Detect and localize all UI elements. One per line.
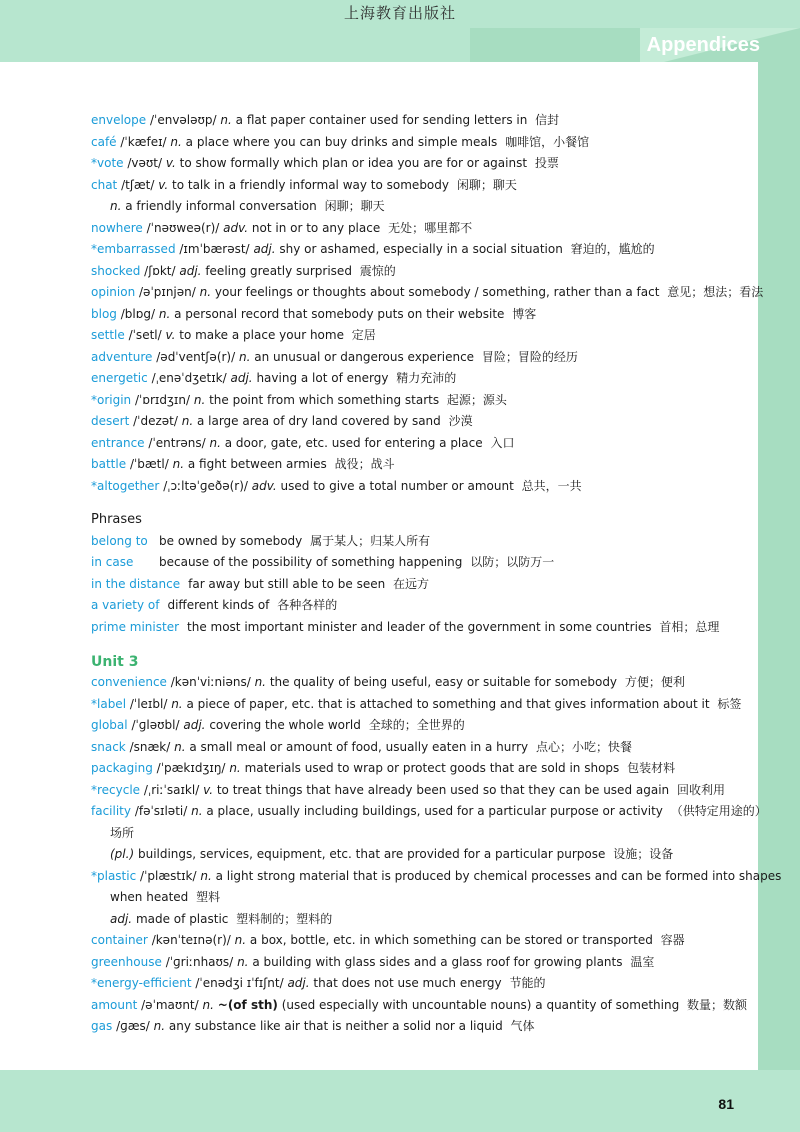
part-of-speech: adv.: [251, 478, 277, 493]
part-of-speech: adj.: [179, 263, 202, 278]
phonetic: /snæk/: [129, 739, 171, 754]
part-of-speech: n.: [199, 285, 212, 299]
phonetic: /ɪmˈbærəst/: [179, 242, 250, 256]
phonetic: /ˈɡriːnhaʊs/: [165, 954, 234, 969]
definition: a flat paper container used for sending letters in: [235, 113, 528, 127]
vocab-entry: [91, 930, 741, 952]
part-of-speech: adj.: [287, 976, 310, 990]
phonetic: /ˌenəˈdʒetɪk/: [151, 371, 227, 385]
phonetic: /əˈpɪnjən/: [139, 285, 196, 299]
definition: used to give a total number or amount: [280, 478, 514, 493]
phrase: a variety of: [91, 598, 160, 612]
definition: a building with glass sides and a glass roof for growing plants: [252, 954, 623, 969]
translation: 包装材料: [627, 761, 676, 775]
translation: 回收利用: [676, 782, 725, 797]
phonetic: /blɒg/: [120, 306, 156, 321]
phrase-entry: [91, 617, 741, 639]
part-of-speech: n.: [254, 675, 266, 689]
translation: 容器: [660, 933, 685, 947]
translation: 总共，一共: [521, 478, 582, 493]
translation: 冒险；冒险的经历: [481, 349, 578, 364]
phrase: prime minister: [91, 619, 180, 634]
translation: 节能的: [509, 976, 546, 990]
translation: 意见；想法；看法: [667, 285, 764, 299]
headword: café: [91, 134, 117, 149]
vocab-entry: [91, 672, 741, 694]
translation: 无处；哪里都不: [388, 220, 473, 235]
translation: 全球的；全世界的: [368, 718, 465, 732]
translation: 方便；便利: [624, 675, 685, 689]
phrase-translation: 首相；总理: [659, 619, 720, 634]
vocab-entry: gas /ɡæs/ n. any substance like air that is neither a solid nor a liquid 气体: [91, 1019, 535, 1033]
headword: settle: [91, 328, 125, 342]
translation: 闲聊；聊天: [456, 177, 517, 192]
phonetic: /ədˈventʃə(r)/: [156, 349, 236, 364]
headword: blog: [91, 306, 117, 321]
headword: nowhere: [91, 220, 143, 235]
part-of-speech: n.: [237, 954, 249, 969]
headword: *embarrassed: [91, 242, 176, 256]
phrase-translation: 各种各样的: [277, 598, 338, 612]
definition: to talk in a friendly informal way to somebody: [172, 177, 449, 192]
definition: a place where you can buy drinks and simple meals: [185, 134, 498, 149]
translation: 博客: [512, 306, 537, 321]
translation: 沙漠: [448, 414, 473, 428]
translation: 信封: [535, 113, 560, 127]
translation: 精力充沛的: [396, 371, 457, 385]
phonetic: /kənˈviːniəns/: [170, 675, 251, 689]
part-of-speech: n.: [209, 435, 221, 450]
headword: adventure: [91, 349, 153, 364]
phonetic: /ˈenədʒi ɪˈfɪʃnt/: [195, 976, 284, 990]
phonetic: /ˈpækɪdʒɪŋ/: [156, 761, 226, 775]
vocab-entry: [91, 218, 741, 240]
phrase-entry: [91, 552, 741, 574]
vocab-entry: [91, 780, 741, 802]
part-of-speech: v.: [158, 177, 169, 192]
phrase-definition: different kinds of: [167, 598, 270, 612]
vocab-entry: [91, 973, 741, 995]
headword: container: [91, 933, 148, 947]
unit-heading: Unit 3: [91, 654, 139, 670]
vocab-entry-continuation: when heated 塑料: [110, 890, 221, 904]
definition: shy or ashamed, especially in a social situation: [279, 242, 563, 256]
definition: a fight between armies: [187, 457, 327, 471]
definition: the quality of being useful, easy or suitable for somebody: [269, 675, 618, 689]
translation: 起源；源头: [446, 392, 507, 407]
part-of-speech: n.: [174, 739, 186, 754]
part-of-speech: n.: [229, 761, 241, 775]
phrase-definition: because of the possibility of something happening: [159, 555, 463, 569]
vocab-entry: facility /fəˈsɪləti/ n. a place, usually including buildings, used for a particular purpose or activity （供特定用途的）: [91, 804, 767, 818]
phrase-entry: [91, 595, 741, 617]
vocab-entry-subsense: adj. made of plastic 塑料制的；塑料的: [110, 911, 333, 926]
vocab-entry: [91, 368, 741, 390]
vocab-entry: [91, 737, 741, 759]
definition: materials used to wrap or protect goods that are sold in shops: [244, 761, 620, 775]
vocab-entry: [91, 282, 764, 304]
vocab-entry: [91, 433, 741, 455]
definition: feeling greatly surprised: [205, 263, 352, 278]
definition: that does not use much energy: [313, 976, 502, 990]
vocab-entry: [91, 175, 741, 197]
definition: to show formally which plan or idea you are for or against: [179, 156, 528, 170]
vocab-entry: [91, 347, 741, 369]
headword: *origin: [91, 392, 132, 407]
vocab-entry: [91, 411, 741, 433]
headword: convenience: [91, 675, 167, 689]
definition: a box, bottle, etc. in which something can be stored or transported: [249, 933, 653, 947]
vocab-entry: *plastic /ˈplæstɪk/ n. a light strong material that is produced by chemical processes and can be formed into shapes: [91, 868, 782, 883]
headword: greenhouse: [91, 954, 162, 969]
vocab-entry: [91, 132, 741, 154]
phonetic: /ˈsetl/: [128, 328, 162, 342]
phrase-definition: be owned by somebody: [159, 533, 303, 548]
part-of-speech: adj.: [183, 718, 206, 732]
phrase-translation: 在远方: [393, 576, 430, 591]
phrase-translation: 以防；以防万一: [470, 555, 555, 569]
phrase: in the distance: [91, 576, 181, 591]
phonetic: /ˈkæfeɪ/: [120, 134, 167, 149]
phrase-definition: far away but still able to be seen: [188, 576, 386, 591]
part-of-speech: n.: [193, 392, 206, 407]
phonetic: /tʃæt/: [121, 177, 155, 192]
headword: opinion: [91, 285, 136, 299]
headword: *label: [91, 696, 127, 711]
phrases-heading: Phrases: [91, 512, 142, 527]
phonetic: /ˈentrəns/: [148, 435, 206, 450]
phonetic: /ˈenvələʊp/: [149, 113, 217, 127]
part-of-speech: n.: [181, 414, 194, 428]
phrase-entry: [91, 531, 741, 553]
phonetic: /vəʊt/: [127, 156, 163, 170]
vocab-entry: [91, 110, 741, 132]
translation: 入口: [490, 435, 515, 450]
definition: a personal record that somebody puts on their website: [174, 306, 505, 321]
vocab-entry: [91, 390, 741, 412]
vocab-entry: [91, 261, 741, 283]
definition: your feelings or thoughts about somebody / something, rather than a fact: [214, 285, 660, 299]
translation: 窘迫的，尴尬的: [570, 242, 655, 256]
vocab-entry-subsense: n. a friendly informal conversation 闲聊；聊天: [110, 199, 385, 213]
section-title: Appendices: [646, 34, 760, 56]
phrase-definition: the most important minister and leader of the government in some countries: [187, 619, 652, 634]
headword: snack: [91, 739, 126, 754]
headword: shocked: [91, 263, 141, 278]
translation: 咖啡馆，小餐馆: [505, 134, 590, 149]
headword: battle: [91, 457, 127, 471]
vocab-entry: [91, 758, 741, 780]
part-of-speech: v.: [203, 782, 214, 797]
definition: a door, gate, etc. used for entering a place: [224, 435, 483, 450]
definition: a large area of dry land covered by sand: [196, 414, 441, 428]
headword: *energy-efficient: [91, 976, 192, 990]
part-of-speech: v.: [165, 156, 176, 170]
definition: a small meal or amount of food, usually eaten in a hurry: [189, 739, 529, 754]
vocab-entry: [91, 694, 741, 716]
vocab-entry-subsense: (pl.) buildings, services, equipment, etc. that are provided for a particular purpose 设施；设备: [110, 847, 674, 861]
part-of-speech: n.: [171, 696, 183, 711]
vocab-entry: [91, 304, 741, 326]
phrase-entry: [91, 574, 741, 596]
headword: *vote: [91, 156, 124, 170]
part-of-speech: n.: [172, 457, 185, 471]
part-of-speech: n.: [238, 349, 251, 364]
vocab-entry: [91, 715, 741, 737]
definition: a piece of paper, etc. that is attached to something and that gives information about it: [186, 696, 710, 711]
translation: 点心；小吃；快餐: [535, 739, 632, 754]
part-of-speech: n.: [234, 933, 247, 947]
headword: chat: [91, 177, 118, 192]
vocabulary-list: [91, 110, 782, 1038]
definition: to make a place your home: [179, 328, 344, 342]
definition: not in or to any place: [251, 220, 381, 235]
phrase: in case: [91, 555, 134, 569]
phonetic: /ʃɒkt/: [144, 263, 176, 278]
headword: *recycle: [91, 782, 141, 797]
translation: 投票: [534, 156, 559, 170]
headword: desert: [91, 414, 130, 428]
headword: global: [91, 718, 128, 732]
definition: an unusual or dangerous experience: [254, 349, 475, 364]
phrase-translation: 属于某人；归某人所有: [310, 533, 431, 548]
vocab-entry: [91, 239, 741, 261]
phonetic: /kənˈteɪnə(r)/: [151, 933, 231, 947]
vocab-entry: [91, 454, 741, 476]
vocab-entry: [91, 952, 741, 974]
translation: 定居: [351, 328, 376, 342]
definition: covering the whole world: [209, 718, 361, 732]
phonetic: /ˌriːˈsaɪkl/: [143, 782, 200, 797]
phonetic: /ˈɡləʊbl/: [131, 718, 180, 732]
translation: 温室: [630, 954, 655, 969]
part-of-speech: v.: [165, 328, 176, 342]
part-of-speech: adj.: [253, 242, 276, 256]
phonetic: /ˈdezət/: [133, 414, 178, 428]
definition: having a lot of energy: [256, 371, 389, 385]
headword: *altogether: [91, 478, 160, 493]
vocab-entry: [91, 153, 741, 175]
right-margin-band: [758, 62, 800, 1070]
translation: 战役；战斗: [334, 457, 395, 471]
publisher-name: 上海教育出版社: [343, 4, 456, 22]
translation: 震惊的: [359, 263, 396, 278]
headword: envelope: [91, 113, 147, 127]
vocab-entry: amount /əˈmaʊnt/ n. ~(of sth) (used especially with uncountable nouns) a quantity of something 数量；数额: [91, 997, 748, 1012]
phonetic: /ˈnəʊweə(r)/: [146, 220, 220, 235]
page-number: 81: [718, 1096, 734, 1112]
headword: entrance: [91, 435, 145, 450]
phonetic: /ˈɒrɪdʒɪn/: [135, 392, 191, 407]
part-of-speech: n.: [220, 113, 232, 127]
vocab-entry: [91, 476, 741, 498]
part-of-speech: n.: [170, 134, 182, 149]
part-of-speech: adv.: [223, 220, 249, 235]
part-of-speech: adj.: [230, 371, 253, 385]
phonetic: /ˌɔːltəˈɡeðə(r)/: [163, 478, 248, 493]
headword: packaging: [91, 761, 153, 775]
part-of-speech: n.: [158, 306, 171, 321]
vocab-entry: [91, 325, 741, 347]
definition: the point from which something starts: [209, 392, 440, 407]
headword: energetic: [91, 371, 148, 385]
translation: 标签: [717, 696, 742, 711]
phrase: belong to: [91, 533, 148, 548]
vocab-entry-continuation: 场所: [110, 825, 135, 840]
phonetic: /ˈbætl/: [129, 457, 169, 471]
phonetic: /ˈleɪbl/: [129, 696, 168, 711]
definition: to treat things that have already been used so that they can be used again: [216, 782, 670, 797]
